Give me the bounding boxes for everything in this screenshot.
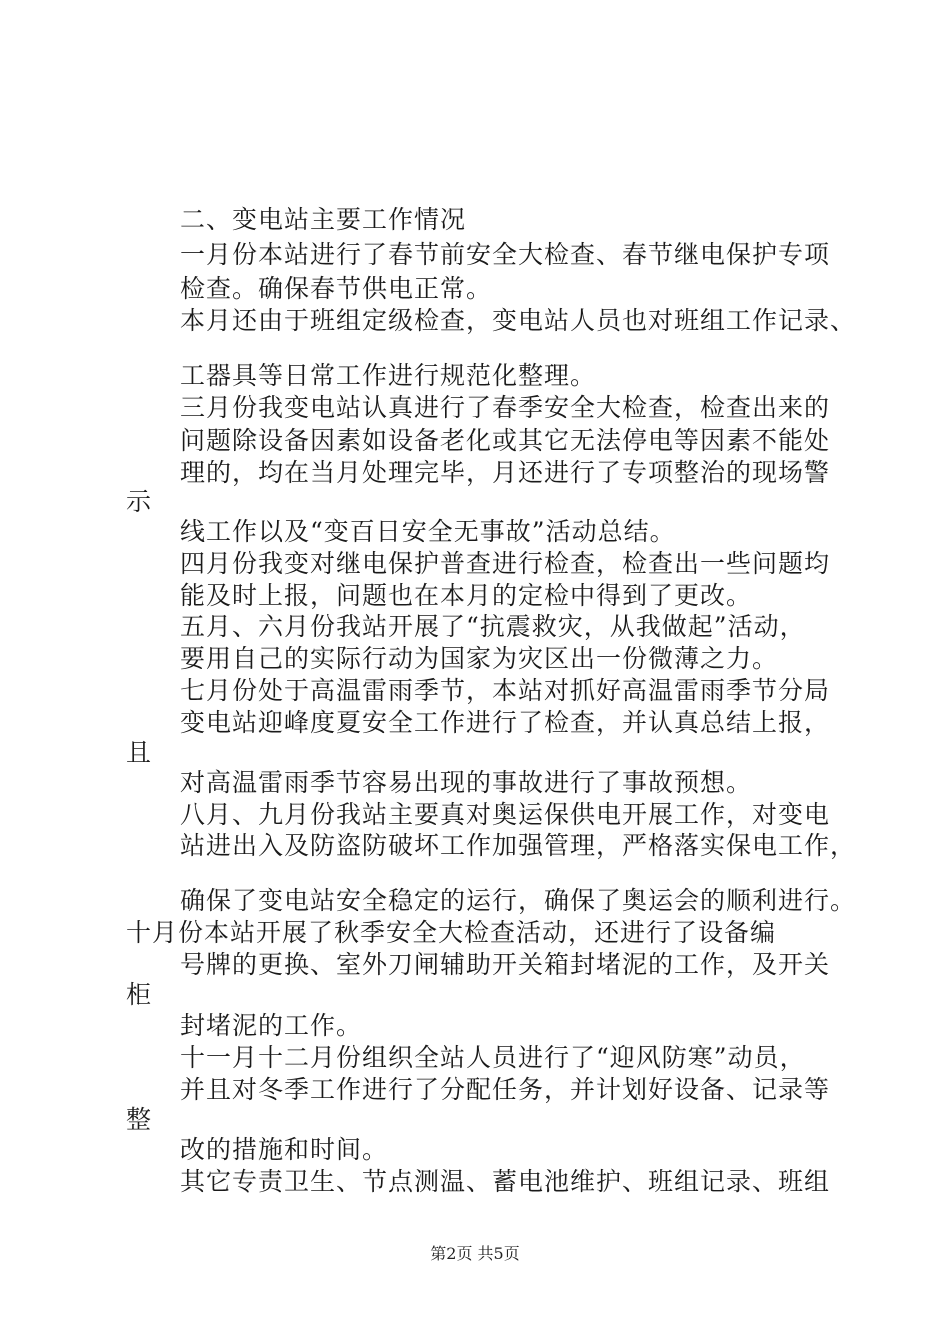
text-line: 四月份我变对继电保护普查进行检查，检查出一些问题均 <box>180 549 831 578</box>
text-line: 五月、六月份我站开展了“抗震救灾，从我做起”活动， <box>180 612 806 641</box>
text-line: 号牌的更换、室外刀闸辅助开关箱封堵泥的工作，及开关 <box>180 950 831 979</box>
text-line: 十一月十二月份组织全站人员进行了“迎风防寒”动员， <box>180 1043 806 1072</box>
text-line: 理的，均在当月处理完毕，月还进行了专项整治的现场警 <box>180 458 831 487</box>
text-line: 其它专责卫生、节点测温、蓄电池维护、班组记录、班组 <box>180 1167 831 1196</box>
text-line: 本月还由于班组定级检查，变电站人员也对班组工作记录、 <box>180 306 857 335</box>
text-line: 检查。确保春节供电正常。 <box>180 274 493 303</box>
text-line: 工器具等日常工作进行规范化整理。 <box>180 361 597 390</box>
text-line: 十月份本站开展了秋季安全大检查活动，还进行了设备编 <box>126 918 777 947</box>
text-line: 七月份处于高温雷雨季节，本站对抓好高温雷雨季节分局 <box>180 676 831 705</box>
text-line: 三月份我变电站认真进行了春季安全大检查，检查出来的 <box>180 393 831 422</box>
text-line: 能及时上报，问题也在本月的定检中得到了更改。 <box>180 581 753 610</box>
page-number-footer: 第2页 共5页 <box>430 1244 520 1263</box>
text-line: 确保了变电站安全稳定的运行，确保了奥运会的顺利进行。 <box>180 886 857 915</box>
text-line: 线工作以及“变百日安全无事故”活动总结。 <box>180 517 676 546</box>
text-line: 八月、九月份我站主要真对奥运保供电开展工作，对变电 <box>180 800 831 829</box>
text-line: 站进出入及防盗防破坏工作加强管理，严格落实保电工作， <box>180 831 857 860</box>
text-line: 二、变电站主要工作情况 <box>180 205 467 234</box>
text-line: 对高温雷雨季节容易出现的事故进行了事故预想。 <box>180 768 753 797</box>
text-line: 且 <box>126 738 153 767</box>
text-line: 封堵泥的工作。 <box>180 1011 363 1040</box>
text-line: 改的措施和时间。 <box>180 1135 389 1164</box>
text-line: 要用自己的实际行动为国家为灾区出一份微薄之力。 <box>180 644 779 673</box>
text-line: 整 <box>126 1105 153 1134</box>
text-line: 变电站迎峰度夏安全工作进行了检查，并认真总结上报， <box>180 708 831 737</box>
text-line: 一月份本站进行了春节前安全大检查、春节继电保护专项 <box>180 240 831 269</box>
text-line: 并且对冬季工作进行了分配任务，并计划好设备、记录等 <box>180 1075 831 1104</box>
text-line: 柜 <box>126 980 153 1009</box>
text-line: 示 <box>126 487 153 516</box>
text-line: 问题除设备因素如设备老化或其它无法停电等因素不能处 <box>180 426 831 455</box>
